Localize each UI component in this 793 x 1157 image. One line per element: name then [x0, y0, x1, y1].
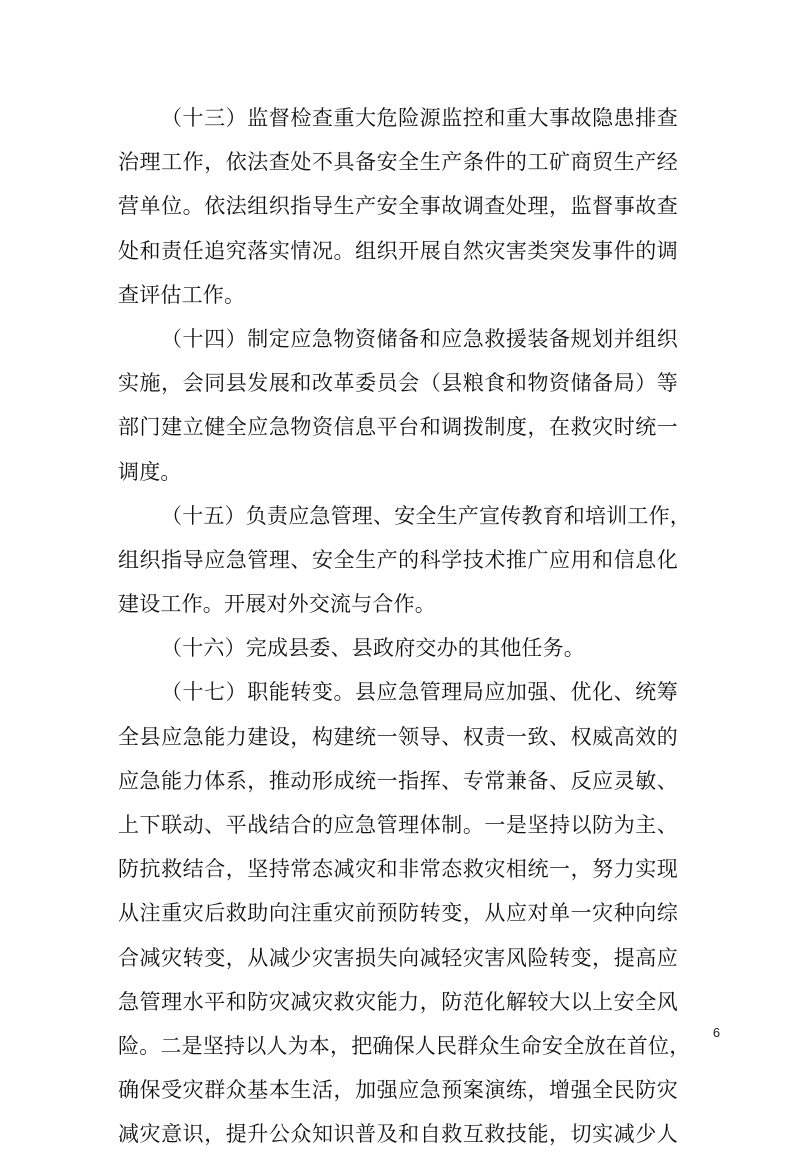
text-line: （十五）负责应急管理、安全生产宣传教育和培训工作， — [161, 503, 691, 528]
text-line: 防抗救结合，坚持常态减灾和非常态救灾相统一，努力实现 — [118, 857, 678, 882]
text-line: 合减灾转变，从减少灾害损失向减轻灾害风险转变，提高应 — [118, 945, 678, 970]
text-line: （十七）职能转变。县应急管理局应加强、优化、统筹 — [161, 680, 678, 705]
text-line: 险。二是坚持以人为本，把确保人民群众生命安全放在首位， — [118, 1033, 691, 1058]
text-line: 调度。 — [118, 459, 182, 484]
document-body — [118, 96, 691, 1157]
text-line: 营单位。依法组织指导生产安全事故调查处理，监督事故查 — [118, 194, 678, 219]
text-line: 建设工作。开展对外交流与合作。 — [118, 592, 436, 617]
text-line: 查评估工作。 — [118, 282, 246, 307]
text-line: 应急能力体系，推动形成统一指挥、专常兼备、反应灵敏、 — [118, 768, 678, 793]
text-line: 从注重灾后救助向注重灾前预防转变，从应对单一灾种向综 — [118, 901, 678, 926]
text-line: 急管理水平和防灾减灾救灾能力，防范化解较大以上安全风 — [118, 989, 678, 1014]
text-line: 处和责任追究落实情况。组织开展自然灾害类突发事件的调 — [118, 238, 678, 263]
page-number: 6 — [712, 1025, 721, 1040]
text-line: 减灾意识，提升公众知识普及和自救互救技能，切实减少人 — [118, 1122, 678, 1147]
text-line: （十四）制定应急物资储备和应急救援装备规划并组织 — [161, 326, 678, 351]
text-line: 部门建立健全应急物资信息平台和调拨制度，在救灾时统一 — [118, 415, 678, 440]
text-line: （十六）完成县委、县政府交办的其他任务。 — [161, 636, 585, 661]
text-line: 全县应急能力建设，构建统一领导、权责一致、权威高效的 — [118, 724, 678, 749]
text-line: 上下联动、平战结合的应急管理体制。一是坚持以防为主、 — [118, 813, 678, 837]
text-line: 实施，会同县发展和改革委员会（县粮食和物资储备局）等 — [118, 371, 678, 396]
text-line: （十三）监督检查重大危险源监控和重大事故隐患排查 — [161, 106, 678, 130]
text-line: 确保受灾群众基本生活，加强应急预案演练，增强全民防灾 — [118, 1078, 678, 1103]
text-line: 组织指导应急管理、安全生产的科学技术推广应用和信息化 — [118, 547, 678, 572]
text-line: 治理工作，依法查处不具备安全生产条件的工矿商贸生产经 — [118, 150, 678, 175]
